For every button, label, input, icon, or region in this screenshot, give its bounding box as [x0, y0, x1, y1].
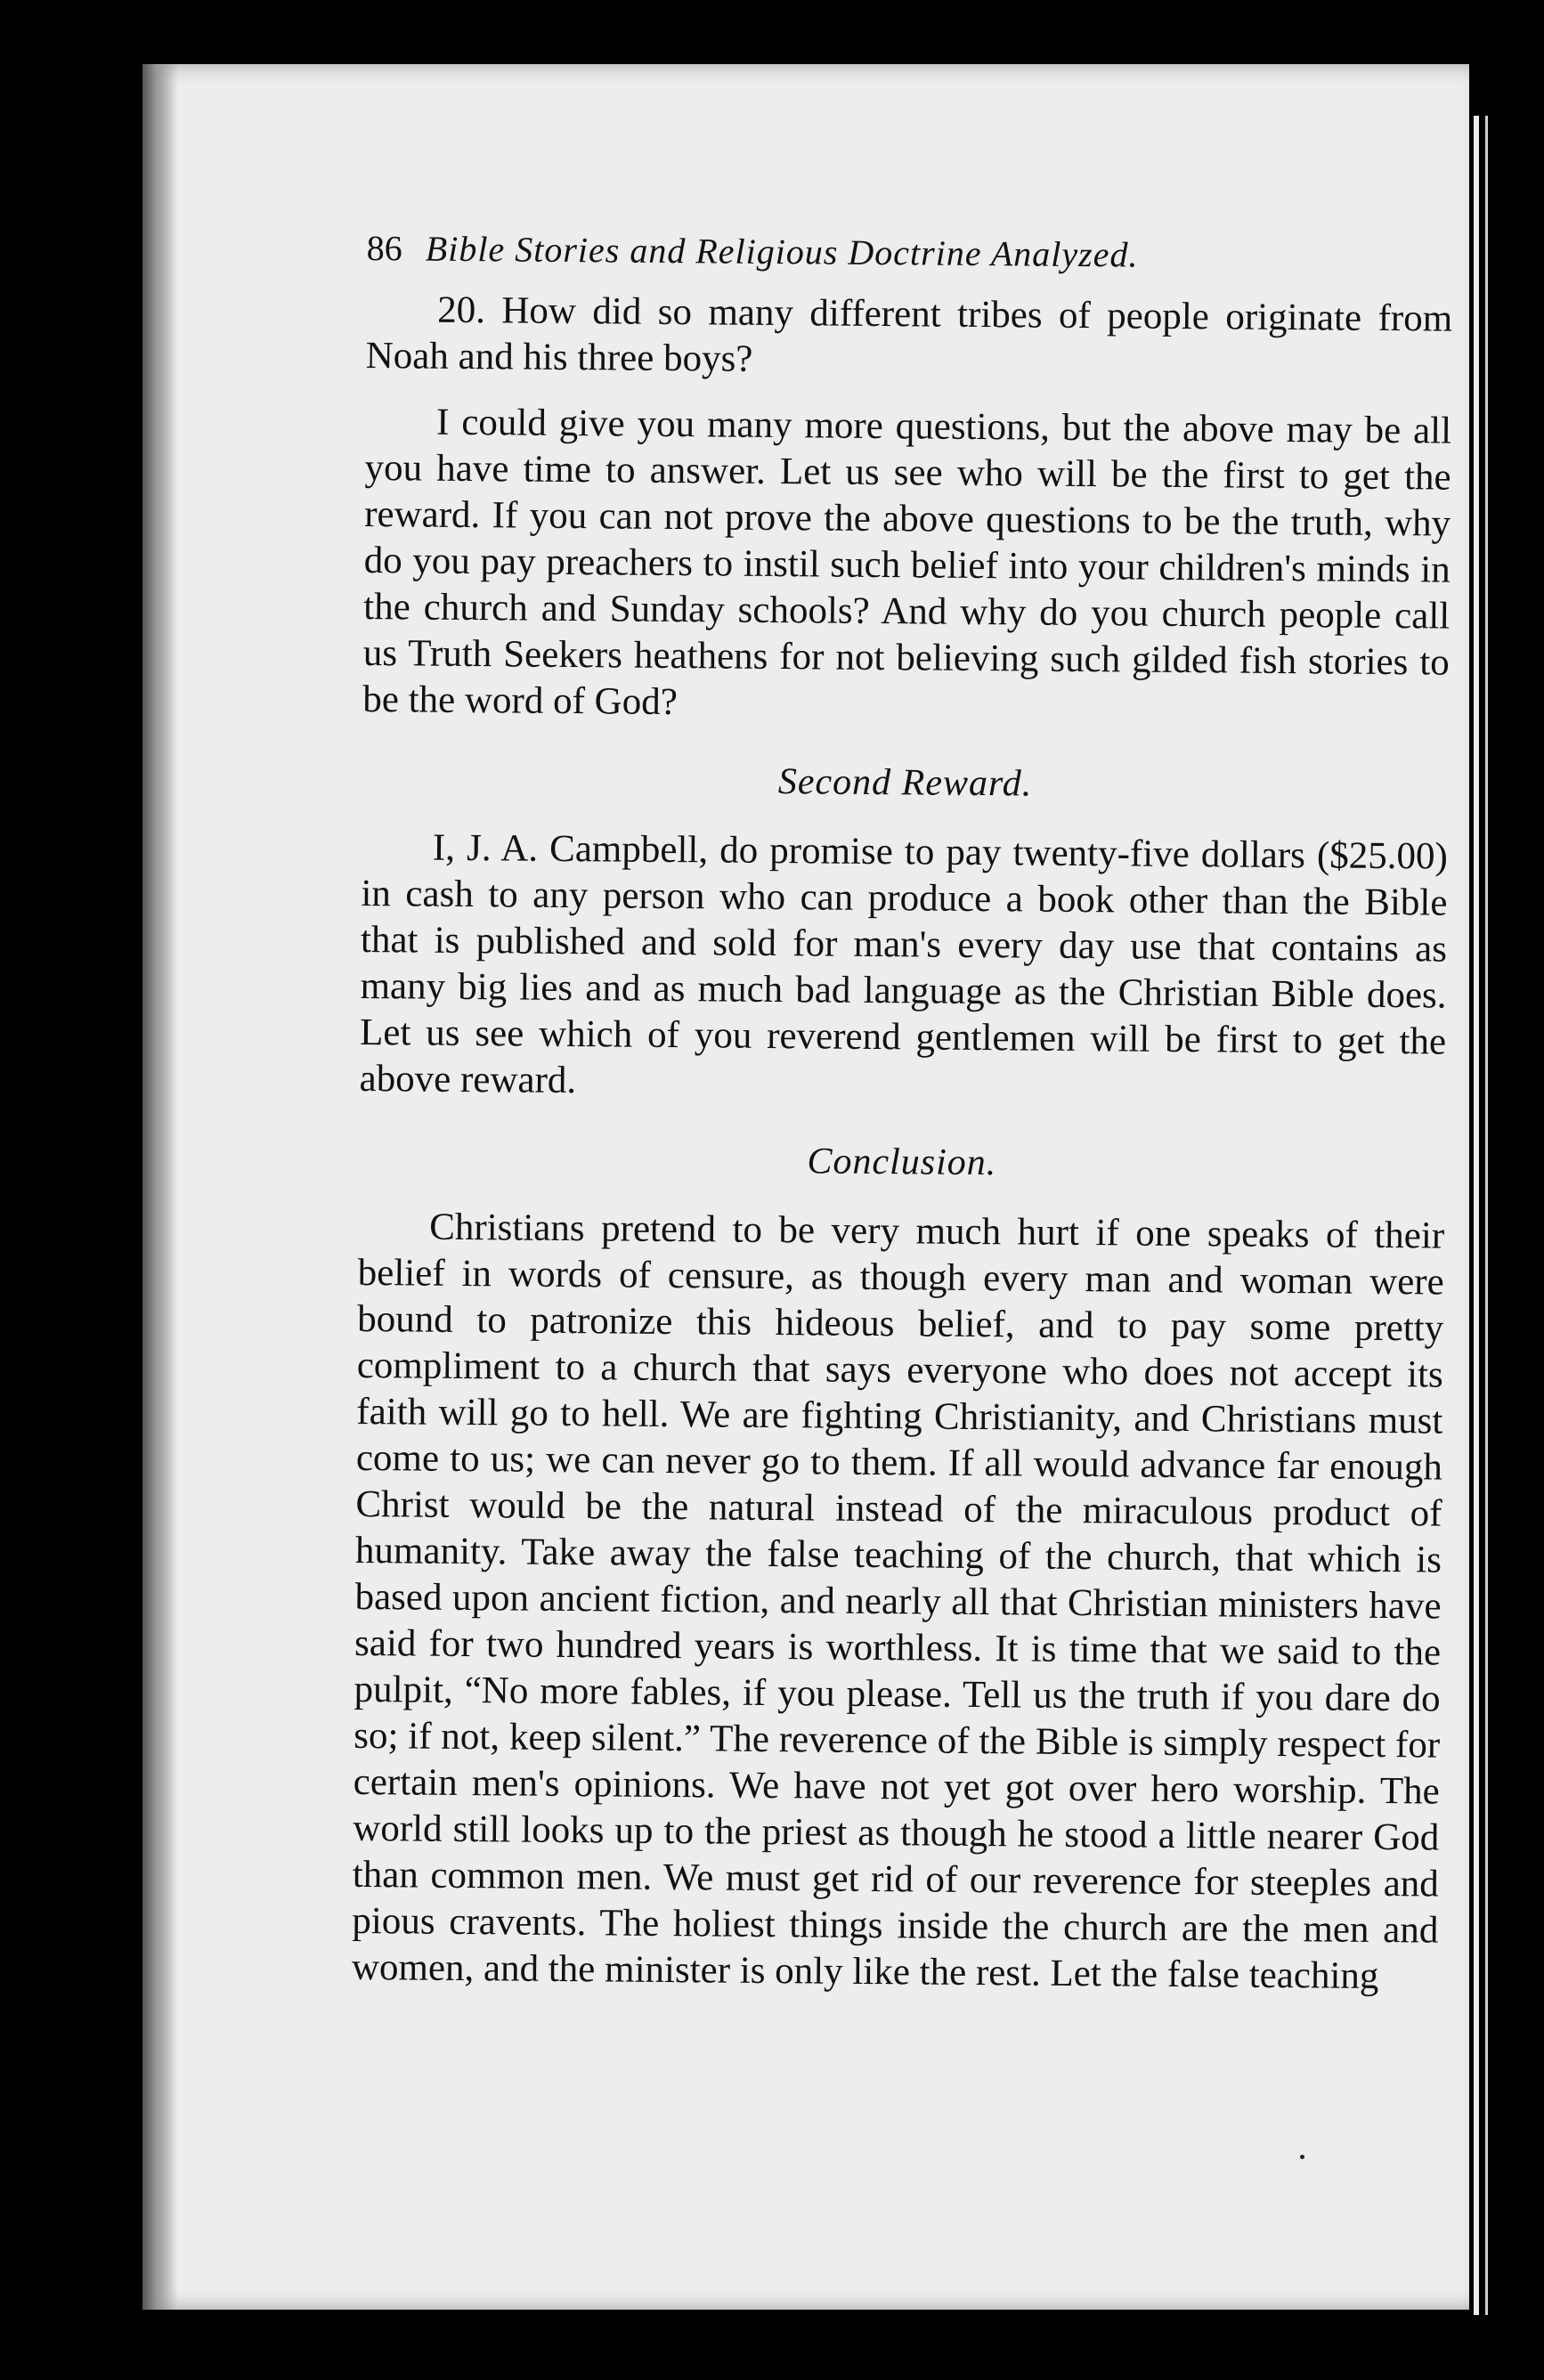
page-number: 86 [366, 227, 402, 269]
heading-second-reward: Second Reward. [777, 761, 1033, 805]
print-speck [1300, 2155, 1304, 2159]
page-text [352, 227, 1453, 2001]
heading-conclusion: Conclusion. [807, 1141, 997, 1184]
page-edge-strip [1474, 116, 1479, 2315]
page-gutter-shadow [142, 64, 178, 2310]
running-head [367, 227, 1453, 279]
book-title: Bible Stories and Religious Doctrine Analyzed. [425, 228, 1139, 275]
paragraph-closing-questions: I could give you many more questions, but the above may be all you have time to answer. Let us see who will be the first to get the reward. If you can not prove the above questions to be the truth, why do you pay preachers to instil such belief into your children's minds in the church and Sunday schools? And why do you church people call us Truth Seekers heathens for not believing such gilded fish stories to be the word of God? [362, 401, 1452, 724]
paragraph-question-20: 20. How did so many different tribes of people originate from Noah and his three boys? [365, 288, 1453, 380]
paragraph-conclusion: Christians pretend to be very much hurt if one speaks of their belief in words of censure, as though every man and woman were bound to patronize this hideous belief, and to pay some pretty compliment to a church that says everyone who does not accept its faith will go to hell. We are fighting Christianity, and Christians must come to us; we can never go to them. If all would advance far enough Christ would be the natural instead of the miraculous product of humanity. Take away the false teaching of the church, that which is based upon ancient fiction, and nearly all that Christian ministers have said for two hundred years is worthless. It is time that we said to the pulpit, “No more fables, if you please. Tell us the truth if you dare do so; if not, keep silent.” The reverence of the Bible is simply respect for certain men's opinions. We have not yet got over hero worship. The world still looks up to the priest as though he stood a little nearer God than common men. We must get rid of our reverence for steeples and pious cravents. The holiest things inside the church are the men and women, and the minister is only like the rest. Let the false teaching [351, 1206, 1445, 1997]
page-edge-line [1485, 116, 1488, 2315]
paragraph-second-reward: I, J. A. Campbell, do promise to pay twenty-five dollars ($25.00) in cash to any person who can produce a book other than the Bible that is published and sold for man's every day use that contains as many big lies and as much bad language as the Christian Bible does. Let us see which of you reverend gentlemen will be first to get the above reward. [359, 826, 1449, 1102]
